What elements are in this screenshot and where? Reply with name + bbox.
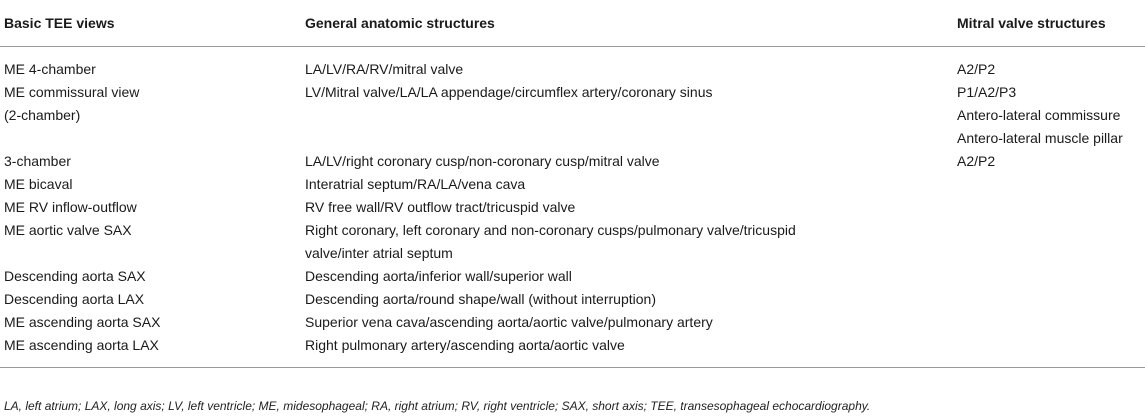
cell-text-line: Superior vena cava/ascending aorta/aortic valve/pulmonary artery (305, 314, 713, 330)
table-row (0, 288, 1145, 311)
cell-mitral-valve-structures (957, 265, 1145, 288)
cell-tee-view (0, 288, 305, 311)
cell-text-line: ME bicaval (4, 176, 73, 192)
cell-tee-view (0, 173, 305, 196)
cell-text-line: ME 4-chamber (4, 61, 96, 77)
cell-text-line: Interatrial septum/RA/LA/vena cava (305, 176, 526, 192)
table-row (0, 311, 1145, 334)
cell-anatomic-structures (305, 219, 957, 265)
cell-mitral-valve-structures (957, 196, 1145, 219)
cell-anatomic-structures (305, 150, 957, 173)
cell-text-line: ME commissural view (4, 84, 140, 100)
cell-text-line: A2/P2 (957, 61, 996, 77)
cell-text-line: A2/P2 (957, 153, 996, 169)
table-row (0, 196, 1145, 219)
cell-text-line: RV free wall/RV outflow tract/tricuspid valve (305, 199, 576, 215)
cell-text-line: ME ascending aorta LAX (4, 337, 159, 353)
cell-mitral-valve-structures (957, 47, 1145, 82)
cell-tee-view (0, 334, 305, 368)
cell-text-line: Antero-lateral muscle pillar (957, 130, 1123, 146)
cell-mitral-valve-structures (957, 288, 1145, 311)
cell-text-line: ME ascending aorta SAX (4, 314, 161, 330)
cell-mitral-valve-structures (957, 81, 1145, 150)
cell-mitral-valve-structures (957, 311, 1145, 334)
cell-tee-view (0, 47, 305, 82)
cell-text-line: Descending aorta SAX (4, 268, 146, 284)
cell-text-line: LA/LV/RA/RV/mitral valve (305, 61, 464, 77)
table-row (0, 219, 1145, 265)
cell-anatomic-structures (305, 265, 957, 288)
cell-tee-view (0, 81, 305, 150)
cell-text-line: Descending aorta/round shape/wall (without interruption) (305, 291, 656, 307)
cell-text-line: Descending aorta LAX (4, 291, 145, 307)
cell-anatomic-structures (305, 81, 957, 150)
cell-text-line: valve/inter atrial septum (305, 245, 453, 261)
cell-anatomic-structures (305, 334, 957, 368)
cell-mitral-valve-structures (957, 334, 1145, 368)
cell-anatomic-structures (305, 196, 957, 219)
cell-text-line: ME aortic valve SAX (4, 222, 132, 238)
table-row (0, 150, 1145, 173)
cell-text-line: Right coronary, left coronary and non-coronary cusps/pulmonary valve/tricuspid (305, 222, 796, 238)
header-basic-tee-views: Basic TEE views (0, 0, 305, 47)
cell-tee-view (0, 219, 305, 265)
cell-text-line: 3-chamber (4, 153, 71, 169)
cell-mitral-valve-structures (957, 219, 1145, 265)
cell-anatomic-structures (305, 47, 957, 82)
cell-text-line: ME RV inflow-outflow (4, 199, 137, 215)
cell-text-line: Antero-lateral commissure (957, 107, 1121, 123)
table-row (0, 173, 1145, 196)
cell-anatomic-structures (305, 288, 957, 311)
cell-text-line: P1/A2/P3 (957, 84, 1017, 100)
cell-mitral-valve-structures (957, 150, 1145, 173)
table-footnote: LA, left atrium; LAX, long axis; LV, left ventricle; ME, midesophageal; RA, right atrium; RV, right ventricle; SAX, short axis; TEE, transesophageal echocardiography. (4, 399, 871, 413)
cell-tee-view (0, 265, 305, 288)
header-general-anatomic-structures: General anatomic structures (305, 0, 957, 47)
cell-tee-view (0, 196, 305, 219)
table-row (0, 265, 1145, 288)
cell-anatomic-structures (305, 173, 957, 196)
cell-mitral-valve-structures (957, 173, 1145, 196)
table-header (0, 0, 1145, 47)
cell-tee-view (0, 150, 305, 173)
table-row (0, 47, 1145, 82)
cell-text-line: (2-chamber) (4, 107, 81, 123)
cell-tee-view (0, 311, 305, 334)
cell-text-line: LV/Mitral valve/LA/LA appendage/circumflex artery/coronary sinus (305, 84, 713, 100)
table-header-row (0, 0, 1145, 47)
cell-text-line: Right pulmonary artery/ascending aorta/aortic valve (305, 337, 625, 353)
cell-text-line: LA/LV/right coronary cusp/non-coronary cusp/mitral valve (305, 153, 660, 169)
table-row (0, 334, 1145, 368)
header-mitral-valve-structures: Mitral valve structures (957, 0, 1145, 47)
cell-text-line: Descending aorta/inferior wall/superior wall (305, 268, 572, 284)
table-row (0, 81, 1145, 150)
cell-anatomic-structures (305, 311, 957, 334)
table-body (0, 47, 1145, 368)
